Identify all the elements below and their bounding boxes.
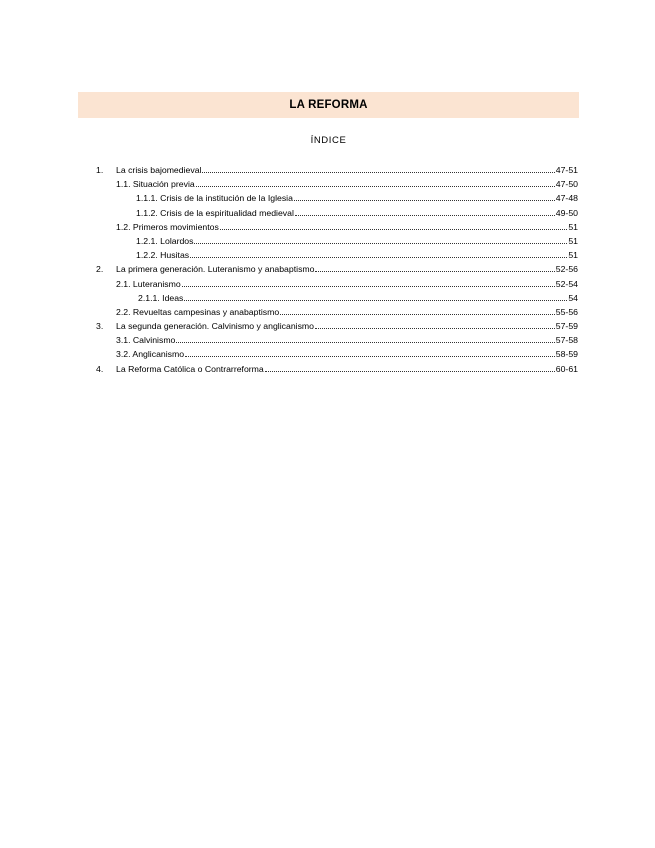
toc-entry-text: 1.2.1. Lolardos <box>136 235 194 246</box>
toc-entry-3-2[interactable] <box>96 347 578 361</box>
document-title-band <box>78 92 579 118</box>
toc-entry-text: 1.1.2. Crisis de la espiritualidad medieval <box>136 207 294 218</box>
toc-dot-leader <box>315 263 554 272</box>
toc-entry-3-1[interactable] <box>96 333 578 347</box>
toc-dot-leader <box>184 292 567 301</box>
toc-entry-page: 49-50 <box>555 207 578 218</box>
toc-entry-text: 1.1. Situación previa <box>116 179 195 190</box>
toc-entry-page: 47-51 <box>555 165 578 175</box>
toc-dot-leader <box>202 164 554 173</box>
toc-dot-leader <box>176 334 554 343</box>
toc-dot-leader <box>280 306 555 315</box>
toc-entry-2-2[interactable] <box>96 305 578 319</box>
toc-entry-4[interactable] <box>96 362 578 376</box>
toc-entry-text: 3.2. Anglicanismo <box>116 349 185 360</box>
toc-entry-page: 55-56 <box>555 306 578 317</box>
toc-dot-leader <box>295 207 555 216</box>
toc-entry-3[interactable] <box>96 319 578 333</box>
toc-entry-2[interactable] <box>96 262 578 276</box>
toc-entry-text: La crisis bajomedieval <box>116 165 202 175</box>
toc-entry-text: 1.2.2. Husitas <box>136 250 190 261</box>
toc-entry-1-1[interactable] <box>96 177 578 191</box>
toc-entry-text: La segunda generación. Calvinismo y anglicanismo <box>116 321 314 332</box>
toc-entry-1-1-1[interactable] <box>96 191 578 205</box>
toc-entry-page: 54 <box>568 292 578 303</box>
toc-entry-text: 2.2. Revueltas campesinas y anabaptismo <box>116 306 280 317</box>
toc-dot-leader <box>185 348 555 357</box>
toc-entry-1[interactable] <box>96 163 578 177</box>
toc-entry-text: 2.1.1. Ideas <box>138 292 184 303</box>
toc-entry-text: La Reforma Católica o Contrarreforma <box>116 363 264 374</box>
toc-entry-1-2-2[interactable] <box>96 248 578 262</box>
toc-entry-number: 2. <box>96 264 104 275</box>
toc-entry-text: 1.1.1. Crisis de la institución de la Iglesia <box>136 193 293 204</box>
toc-entry-1-2-1[interactable] <box>96 234 578 248</box>
toc-entry-2-1-1[interactable] <box>96 291 578 305</box>
toc-entry-page: 47-48 <box>555 193 578 204</box>
toc-dot-leader <box>190 249 567 258</box>
toc-entry-text: 3.1. Calvinismo <box>116 335 176 346</box>
toc-dot-leader <box>294 192 555 201</box>
toc-dot-leader <box>315 320 555 329</box>
toc-entry-page: 60-61 <box>555 363 578 374</box>
toc-entry-page: 52-54 <box>555 278 578 289</box>
toc-entry-text: 2.1. Luteranismo <box>116 278 181 289</box>
index-heading: ÍNDICE <box>310 135 347 146</box>
table-of-contents <box>96 163 578 376</box>
toc-entry-text: 1.2. Primeros movimientos <box>116 221 219 232</box>
toc-dot-leader <box>196 178 555 187</box>
toc-entry-page: 51 <box>568 235 578 246</box>
toc-entry-number: 1. <box>96 165 104 175</box>
toc-dot-leader <box>265 363 555 372</box>
toc-entry-page: 57-58 <box>555 335 578 346</box>
toc-entry-number: 4. <box>96 363 104 374</box>
toc-entry-text: La primera generación. Luteranismo y anabaptismo <box>116 264 315 275</box>
toc-entry-1-1-2[interactable] <box>96 206 578 220</box>
toc-entry-page: 47-50 <box>555 179 578 190</box>
toc-entry-page: 51 <box>568 221 578 232</box>
toc-entry-page: 51 <box>568 250 578 261</box>
toc-entry-page: 57-59 <box>555 321 578 332</box>
toc-entry-page: 58-59 <box>555 349 578 360</box>
toc-entry-2-1[interactable] <box>96 277 578 291</box>
toc-dot-leader <box>220 221 567 230</box>
toc-entry-1-2[interactable] <box>96 220 578 234</box>
toc-entry-page: 52-56 <box>555 264 578 275</box>
toc-dot-leader <box>194 235 567 244</box>
toc-entry-number: 3. <box>96 321 104 332</box>
toc-dot-leader <box>182 278 555 287</box>
document-title: LA REFORMA <box>289 99 368 111</box>
